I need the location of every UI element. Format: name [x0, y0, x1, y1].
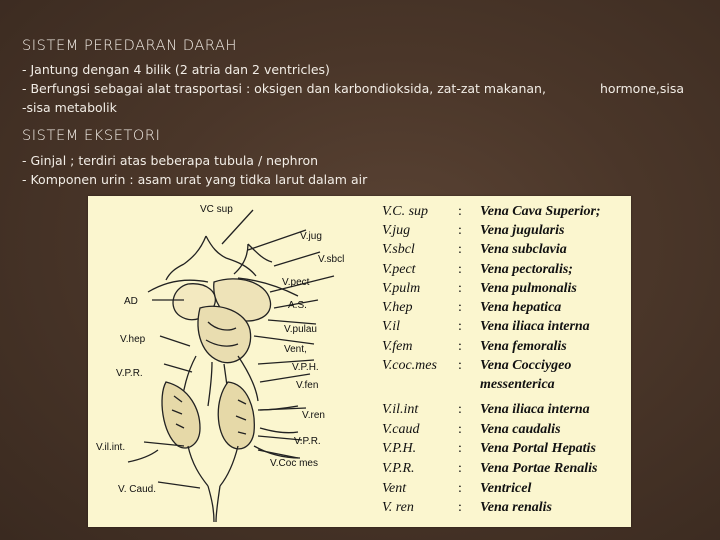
legend-row	[378, 500, 628, 519]
legend-full-name: Vena Cava Superior;	[480, 204, 601, 219]
legend-colon: :	[458, 204, 462, 219]
legend-row	[378, 223, 628, 242]
label-ad: AD	[124, 296, 138, 307]
legend-colon: :	[458, 358, 462, 373]
legend-full-name: Vena pulmonalis	[480, 281, 577, 296]
legend-abbreviation: V.P.H.	[382, 441, 417, 456]
label-v-ren: V.ren	[302, 410, 325, 421]
legend-full-name: Vena pectoralis;	[480, 262, 573, 277]
legend-full-name: Vena iliaca interna	[480, 319, 590, 334]
label-v-jug: V.jug	[300, 231, 322, 242]
label-v-caud: V. Caud.	[118, 484, 156, 495]
legend-full-name: Vena Cocciygeo	[480, 358, 572, 373]
legend-abbreviation: V.sbcl	[382, 242, 415, 257]
legend-colon: :	[458, 300, 462, 315]
legend-row	[378, 422, 628, 441]
legend-row	[378, 262, 628, 281]
legend-row	[378, 377, 628, 396]
label-vc-sup: VC sup	[200, 204, 233, 215]
label-v-sbcl: V.sbcl	[318, 254, 345, 265]
legend-row	[378, 358, 628, 377]
legend-colon: :	[458, 339, 462, 354]
label-v-fen: V.fen	[296, 380, 319, 391]
legend-abbreviation: V.hep	[382, 300, 413, 315]
label-v-pulau: V.pulau	[284, 324, 317, 335]
excretion-title: SISTEM EKSETORI	[22, 128, 161, 144]
legend-colon: :	[458, 242, 462, 257]
legend-row	[378, 281, 628, 300]
legend-colon: :	[458, 461, 462, 476]
excretion-bullet-2: - Komponen urin : asam urat yang tidka larut dalam air	[22, 172, 368, 187]
legend-full-name: Vena femoralis	[480, 339, 567, 354]
label-v-coc-mes: V.Coc mes	[270, 458, 318, 469]
legend-full-name: Vena iliaca interna	[480, 402, 590, 417]
label-v-ph: V.P.H.	[292, 362, 319, 373]
label-v-hep: V.hep	[120, 334, 146, 345]
legend-row	[378, 319, 628, 338]
legend-abbreviation: V.jug	[382, 223, 411, 238]
legend-row	[378, 300, 628, 319]
legend-full-name: Vena renalis	[480, 500, 552, 515]
legend-full-name: Vena hepatica	[480, 300, 562, 315]
legend-full-name: Ventricel	[480, 481, 532, 496]
legend-abbreviation: V.pect	[382, 262, 416, 277]
circulation-bullet-1: - Jantung dengan 4 bilik (2 atria dan 2 ventricles)	[22, 62, 330, 77]
legend-row	[378, 339, 628, 358]
legend-colon: :	[458, 500, 462, 515]
legend-abbreviation: V.il	[382, 319, 401, 334]
legend-abbreviation: V.P.R.	[382, 461, 415, 476]
legend-colon: :	[458, 223, 462, 238]
legend-colon: :	[458, 441, 462, 456]
legend-row	[378, 242, 628, 261]
legend-full-name: Vena Portal Hepatis	[480, 441, 596, 456]
legend-abbreviation: Vent	[382, 481, 407, 496]
legend-full-name: Vena subclavia	[480, 242, 567, 257]
label-vent: Vent,	[284, 344, 307, 355]
legend-full-name: Vena Portae Renalis	[480, 461, 598, 476]
legend-colon: :	[458, 319, 462, 334]
venous-system-figure	[88, 196, 631, 527]
excretion-bullet-1: - Ginjal ; terdiri atas beberapa tubula / nephron	[22, 153, 319, 168]
legend-full-name: messenterica	[480, 377, 555, 392]
legend-full-name: Vena caudalis	[480, 422, 561, 437]
label-v-il-int: V.il.int.	[96, 442, 126, 453]
legend-abbreviation: V.fem	[382, 339, 413, 354]
legend-row	[378, 402, 628, 421]
legend-abbreviation: V.coc.mes	[382, 358, 437, 373]
legend-colon: :	[458, 422, 462, 437]
legend-colon: :	[458, 281, 462, 296]
legend-row	[378, 204, 628, 223]
legend-row	[378, 461, 628, 480]
legend-colon: :	[458, 262, 462, 277]
legend-abbreviation: V. ren	[382, 500, 414, 515]
legend-abbreviation: V.caud	[382, 422, 420, 437]
label-v-pect: V.pect	[282, 277, 310, 288]
legend-abbreviation: V.il.int	[382, 402, 419, 417]
circulation-title: SISTEM PEREDARAN DARAH	[22, 38, 237, 54]
label-v-pr-right: V.P.R.	[294, 436, 321, 447]
legend-row	[378, 441, 628, 460]
circulation-bullet-2-continued: -sisa metabolik	[22, 100, 117, 115]
legend-colon: :	[458, 402, 462, 417]
circulation-bullet-2: - Berfungsi sebagai alat trasportasi : oksigen dan karbondioksida, zat-zat makanan,	[22, 81, 546, 96]
circulation-bullet-2-tail: hormone,sisa	[600, 81, 685, 96]
legend-abbreviation: V.C. sup	[382, 204, 429, 219]
label-v-pr-left: V.P.R.	[116, 368, 143, 379]
legend-row	[378, 481, 628, 500]
label-as: A.S.	[288, 300, 307, 311]
legend-abbreviation: V.pulm	[382, 281, 421, 296]
legend-full-name: Vena jugularis	[480, 223, 565, 238]
legend-colon: :	[458, 481, 462, 496]
